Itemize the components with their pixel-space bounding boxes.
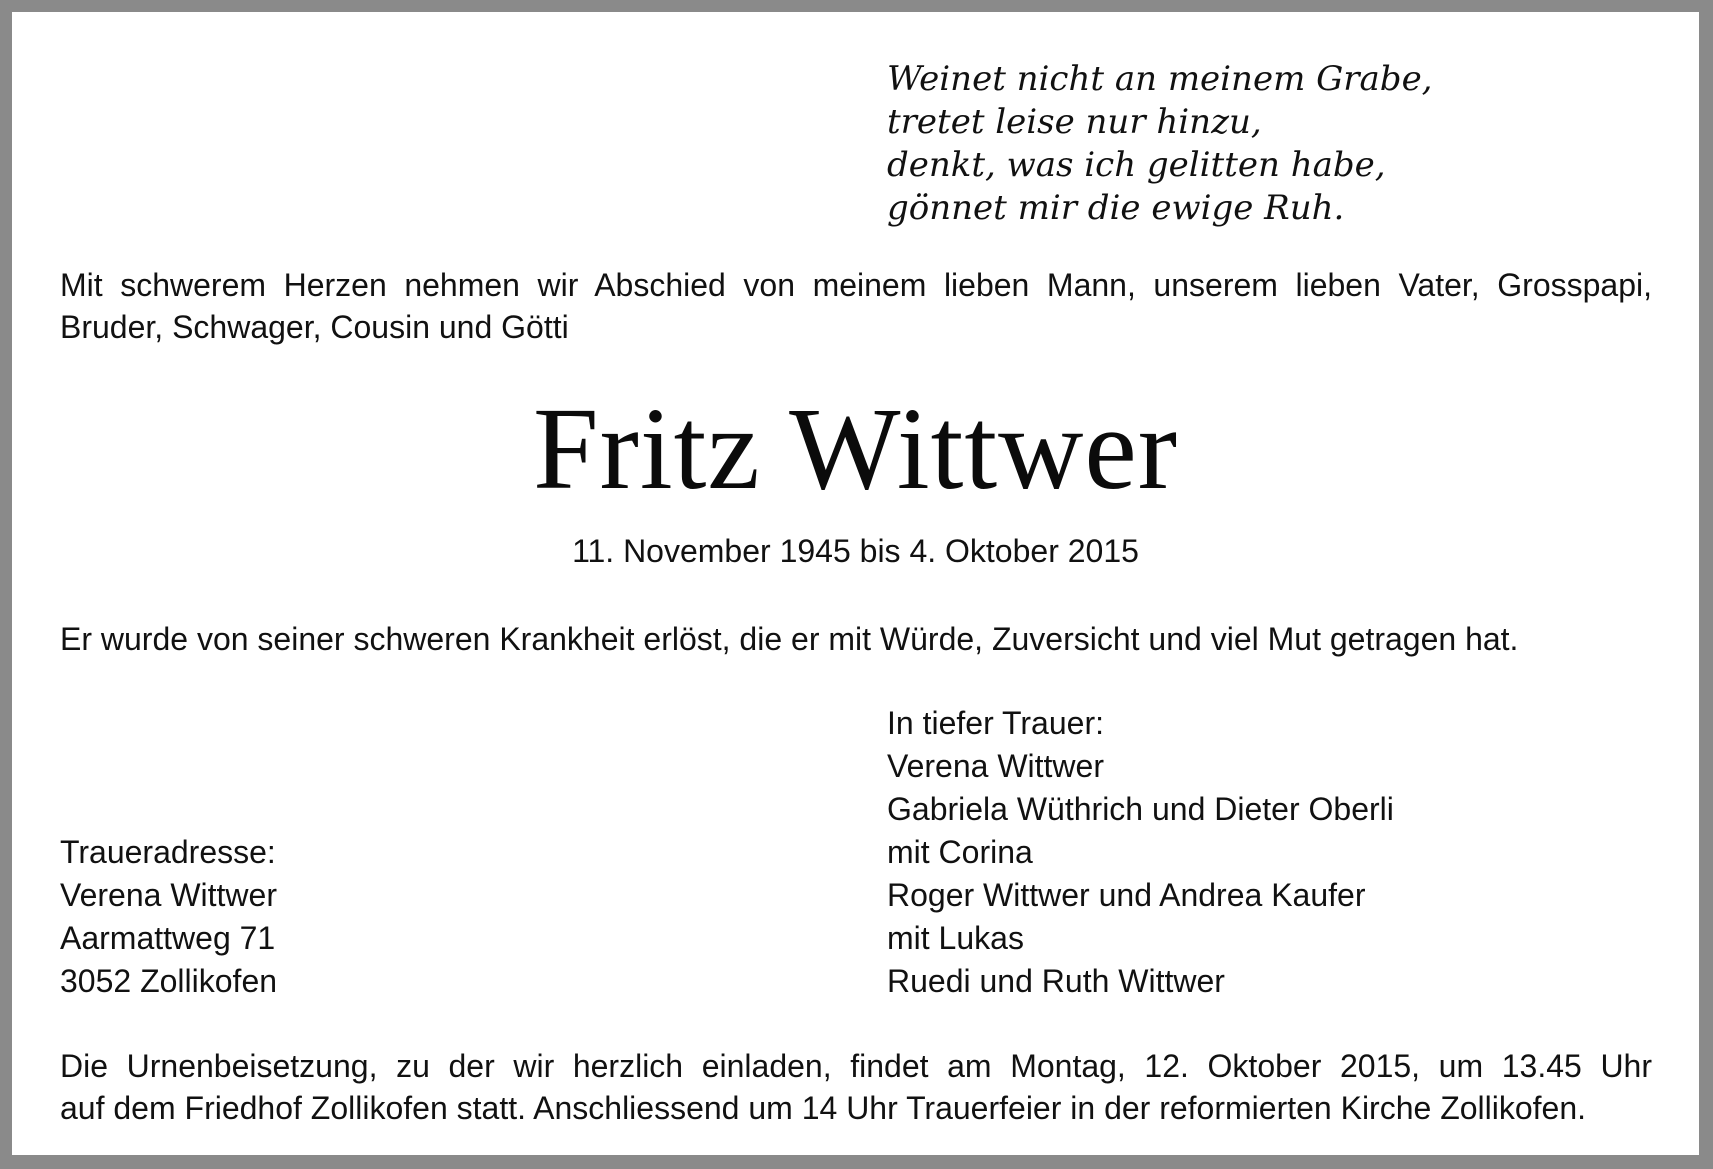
- ceremony-line: auf dem Friedhof Zollikofen statt. Anschliessend um 14 Uhr Trauerfeier in der reformierten Kirche Zollikofen.: [60, 1090, 1587, 1126]
- life-dates: 11. November 1945 bis 4. Oktober 2015: [572, 533, 1139, 569]
- address-line: Aarmattweg 71: [60, 920, 276, 956]
- deceased-name: Fritz Wittwer: [532, 383, 1179, 514]
- motto-line: tretet leise nur hinzu,: [887, 102, 1262, 142]
- obituary-page: [12, 12, 1699, 1155]
- mourner-line: mit Corina: [887, 834, 1033, 870]
- mourner-line: Ruedi und Ruth Wittwer: [887, 963, 1225, 999]
- address-line: Verena Wittwer: [60, 877, 277, 913]
- motto-line: denkt, was ich gelitten habe,: [887, 145, 1386, 185]
- mourner-line: mit Lukas: [887, 920, 1024, 956]
- mourners-heading: In tiefer Trauer:: [887, 705, 1104, 741]
- ceremony-info: [60, 1045, 1652, 1129]
- mourner-line: Verena Wittwer: [887, 748, 1104, 784]
- address-heading: Traueradresse:: [60, 834, 276, 870]
- intro-text: [60, 264, 1652, 348]
- mourning-address: [60, 831, 277, 1003]
- intro-line: Bruder, Schwager, Cousin und Götti: [60, 309, 569, 345]
- motto-line: gönnet mir die ewige Ruh.: [887, 188, 1345, 228]
- motto-verse: [887, 58, 1433, 230]
- intro-line: Mit schwerem Herzen nehmen wir Abschied von meinem lieben Mann, unserem lieben Vater, Grosspapi,: [60, 267, 1652, 303]
- motto-line: Weinet nicht an meinem Grabe,: [887, 59, 1433, 99]
- mourner-line: Roger Wittwer und Andrea Kaufer: [887, 877, 1366, 913]
- statement-text: Er wurde von seiner schweren Krankheit erlöst, die er mit Würde, Zuversicht und viel Mut getragen hat.: [60, 621, 1519, 657]
- address-line: 3052 Zollikofen: [60, 963, 278, 999]
- ceremony-line: Die Urnenbeisetzung, zu der wir herzlich einladen, findet am Montag, 12. Oktober 2015, um 13.45 Uhr: [60, 1048, 1652, 1084]
- mourners-list: [887, 702, 1394, 1003]
- mourner-line: Gabriela Wüthrich und Dieter Oberli: [887, 791, 1394, 827]
